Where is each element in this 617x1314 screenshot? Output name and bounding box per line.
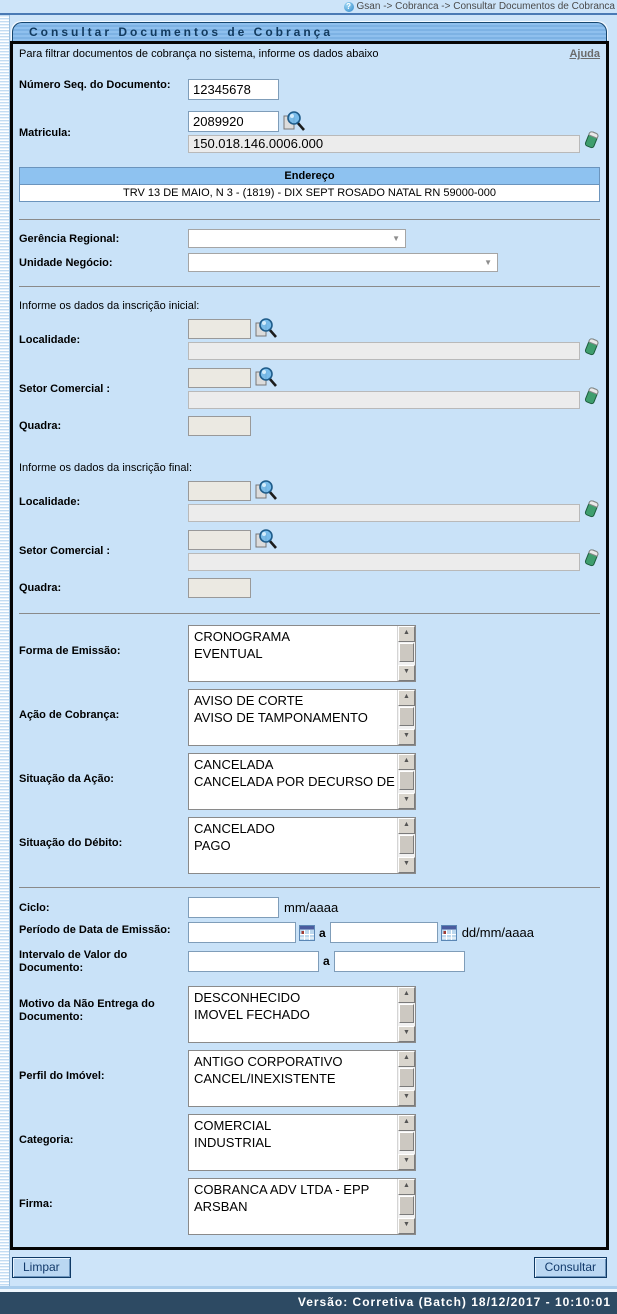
setor-final-label: Setor Comercial : [19,545,111,557]
setor-final-input[interactable] [188,530,251,550]
chevron-down-icon: ▼ [484,258,492,267]
breadcrumb [0,0,617,13]
select-option[interactable]: ANTIGO CORPORATIVO [194,1054,343,1069]
setor-inicial-eraser-icon[interactable] [583,387,600,406]
scrollbar-thumb[interactable] [399,1132,414,1151]
scrollbar-track[interactable] [398,1003,415,1026]
localidade-inicial-label: Localidade: [19,334,81,346]
periodo-emissao-label: Período de Data de Emissão: [19,924,171,936]
periodo-fim-input[interactable] [330,922,438,943]
endereco-value: TRV 13 DE MAIO, N 3 - (1819) - DIX SEPT ROSADO NATAL RN 59000-000 [20,185,599,201]
section-divider [19,613,600,614]
scrollbar-thumb[interactable] [399,707,414,726]
scroll-up-icon[interactable]: ▲ [398,987,415,1003]
scrollbar-track[interactable] [398,1131,415,1154]
scrollbar-track[interactable] [398,1067,415,1090]
ciclo-format-hint: mm/aaaa [284,900,339,915]
localidade-final-input[interactable] [188,481,251,501]
categoria-label: Categoria: [19,1134,74,1146]
unidade-negocio-select[interactable] [188,253,498,272]
firma-label: Firma: [19,1198,53,1210]
periodo-separator: a [319,925,326,940]
scroll-down-icon[interactable]: ▼ [398,1026,415,1042]
setor-inicial-name-field [188,391,580,409]
scroll-up-icon[interactable]: ▲ [398,690,415,706]
scrollbar-track[interactable] [398,834,415,857]
select-option[interactable]: DESCONHECIDO [194,990,301,1005]
scrollbar-thumb[interactable] [399,1004,414,1023]
scrollbar-track[interactable] [398,706,415,729]
scrollbar[interactable] [397,1051,415,1106]
scrollbar[interactable] [397,626,415,681]
select-option[interactable]: AVISO DE TAMPONAMENTO [194,710,368,725]
scrollbar-track[interactable] [398,770,415,793]
calendar-icon[interactable] [299,925,315,941]
form-description: Para filtrar documentos de cobrança no sistema, informe os dados abaixo [19,48,379,60]
situacao-debito-label: Situação do Débito: [19,837,123,849]
scrollbar-thumb[interactable] [399,835,414,854]
consultar-documentos-form [10,41,609,1250]
top-divider [0,13,617,15]
localidade-inicial-eraser-icon[interactable] [583,338,600,357]
endereco-header: Endereço [20,168,599,185]
setor-final-eraser-icon[interactable] [583,549,600,568]
matricula-eraser-icon[interactable] [583,131,600,150]
setor-inicial-label: Setor Comercial : [19,383,111,395]
periodo-inicio-input[interactable] [188,922,296,943]
select-option[interactable]: ARSBAN [194,1199,248,1214]
localidade-final-name-field [188,504,580,522]
quadra-final-label: Quadra: [19,582,62,594]
endereco-table [19,167,600,202]
ajuda-link[interactable]: Ajuda [569,48,600,60]
select-option[interactable]: EVENTUAL [194,646,263,661]
scrollbar[interactable] [397,1115,415,1170]
periodo-format-hint: dd/mm/aaaa [461,925,534,940]
intervalo-valor-label: Intervalo de Valor do Documento: [19,949,128,974]
select-option[interactable]: COBRANCA ADV LTDA - EPP [194,1182,370,1197]
gerencia-regional-label: Gerência Regional: [19,233,120,245]
unidade-negocio-label: Unidade Negócio: [19,257,113,269]
setor-final-name-field [188,553,580,571]
scrollbar[interactable] [397,1179,415,1234]
scrollbar[interactable] [397,987,415,1042]
select-option[interactable]: AVISO DE CORTE [194,693,304,708]
page-title: Consultar Documentos de Cobrança [29,25,334,39]
calendar-icon[interactable] [441,925,457,941]
situacao-debito-list[interactable] [188,817,416,874]
setor-inicial-input[interactable] [188,368,251,388]
matricula-inscricao-field: 150.018.146.0006.000 [188,135,580,153]
matricula-search-icon[interactable] [283,111,307,132]
select-option[interactable]: CANCELADA POR DECURSO DE [194,774,395,789]
categoria-list[interactable] [188,1114,416,1171]
scroll-down-icon[interactable]: ▼ [398,1218,415,1234]
scroll-down-icon[interactable]: ▼ [398,1090,415,1106]
matricula-label: Matricula: [19,127,71,139]
scrollbar-track[interactable] [398,642,415,665]
scrollbar-thumb[interactable] [399,1068,414,1087]
scroll-down-icon[interactable]: ▼ [398,857,415,873]
intervalo-separator: a [323,954,330,968]
forma-emissao-label: Forma de Emissão: [19,645,121,657]
localidade-final-eraser-icon[interactable] [583,500,600,519]
select-option[interactable]: INDUSTRIAL [194,1135,272,1150]
select-option[interactable]: CANCEL/INEXISTENTE [194,1071,336,1086]
perfil-imovel-list[interactable] [188,1050,416,1107]
ciclo-input[interactable] [188,897,279,918]
page-title-tab [12,22,607,41]
motivo-nao-entrega-list[interactable] [188,986,416,1043]
motivo-nao-entrega-label: Motivo da Não Entrega do Documento: [19,998,155,1023]
scrollbar[interactable] [397,690,415,745]
consultar-button[interactable]: Consultar [534,1257,607,1278]
scrollbar[interactable] [397,754,415,809]
forma-emissao-list[interactable] [188,625,416,682]
scrollbar-thumb[interactable] [399,643,414,662]
setor-final-search-icon[interactable] [255,529,279,550]
select-option[interactable]: IMOVEL FECHADO [194,1007,310,1022]
perfil-imovel-label: Perfil do Imóvel: [19,1070,105,1082]
scroll-down-icon[interactable]: ▼ [398,1154,415,1170]
gerencia-regional-select[interactable] [188,229,406,248]
select-option[interactable]: CRONOGRAMA [194,629,291,644]
acao-cobranca-list[interactable] [188,689,416,746]
numero-seq-label: Número Seq. do Documento: [19,79,171,91]
scroll-up-icon[interactable]: ▲ [398,1115,415,1131]
setor-inicial-search-icon[interactable] [255,367,279,388]
select-option[interactable]: PAGO [194,838,231,853]
scroll-up-icon[interactable]: ▲ [398,626,415,642]
firma-list[interactable] [188,1178,416,1235]
scroll-down-icon[interactable]: ▼ [398,793,415,809]
inscricao-final-title: Informe os dados da inscrição final: [19,462,193,474]
scroll-up-icon[interactable]: ▲ [398,754,415,770]
inscricao-inicial-title: Informe os dados da inscrição inicial: [19,300,200,312]
situacao-acao-list[interactable] [188,753,416,810]
select-option[interactable]: COMERCIAL [194,1118,272,1133]
quadra-inicial-label: Quadra: [19,420,62,432]
situacao-acao-label: Situação da Ação: [19,773,114,785]
scrollbar[interactable] [397,818,415,873]
acao-cobranca-label: Ação de Cobrança: [19,709,120,721]
scroll-up-icon[interactable]: ▲ [398,818,415,834]
valor-final-input[interactable] [334,951,465,972]
section-divider [19,887,600,888]
localidade-final-search-icon[interactable] [255,480,279,501]
quadra-final-input[interactable] [188,578,251,598]
quadra-inicial-input[interactable] [188,416,251,436]
valor-inicial-input[interactable] [188,951,319,972]
localidade-inicial-input[interactable] [188,319,251,339]
chevron-down-icon: ▼ [392,234,400,243]
scroll-up-icon[interactable]: ▲ [398,1051,415,1067]
select-option[interactable]: CANCELADO [194,821,275,836]
scroll-up-icon[interactable]: ▲ [398,1179,415,1195]
scroll-down-icon[interactable]: ▼ [398,665,415,681]
scroll-down-icon[interactable]: ▼ [398,729,415,745]
matricula-input[interactable] [188,111,279,132]
numero-seq-input[interactable] [188,79,279,100]
localidade-inicial-search-icon[interactable] [255,318,279,339]
section-divider [19,286,600,287]
localidade-final-label: Localidade: [19,496,81,508]
limpar-button[interactable]: Limpar [12,1257,71,1278]
scrollbar-track[interactable] [398,1195,415,1218]
help-icon[interactable]: ? [344,2,354,12]
scrollbar-thumb[interactable] [399,1196,414,1215]
footer-version: Versão: Corretiva (Batch) 18/12/2017 - 10:10:01 [0,1292,617,1314]
section-divider [19,219,600,220]
ciclo-label: Ciclo: [19,902,50,914]
select-option[interactable]: CANCELADA [194,757,274,772]
breadcrumb-text: Gsan -> Cobranca -> Consultar Documentos de Cobranca [356,1,615,12]
scrollbar-thumb[interactable] [399,771,414,790]
localidade-inicial-name-field [188,342,580,360]
